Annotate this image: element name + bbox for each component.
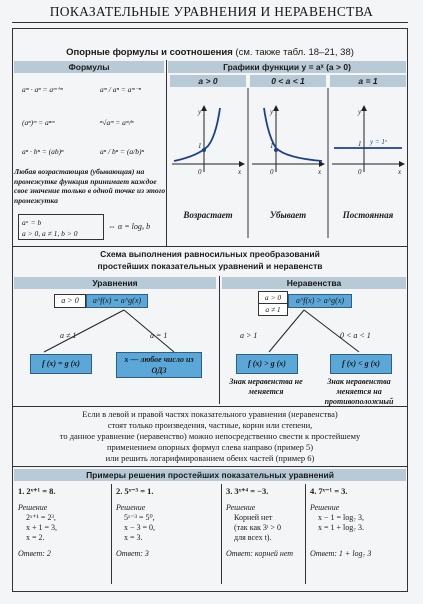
log-equivalence: ⇔ α = logₐ b [108,222,151,231]
example-1 [14,484,112,584]
reduction-paragraph [12,409,408,464]
example-1-step-1: 2ˣ⁺¹ = 2³, [26,513,56,522]
para-line-2: стоят только произведения, частные, корни или степени, [107,420,313,430]
eq-right-box: x — любое число из ОДЗ [116,352,202,378]
formula-2: aᵐ / aⁿ = aᵐ⁻ⁿ [100,85,141,94]
example-4-step-2: x = 1 + log₇ 3. [318,523,365,532]
ineq-left-cond: a > 1 [240,331,258,340]
example-3 [222,484,306,584]
caption-decreasing: Убывает [269,210,307,220]
example-2-step-3: x = 3. [124,533,143,542]
subtitle-ref: (см. также табл. 18–21, 38) [235,47,354,58]
divider-schema [12,246,408,247]
origin-1: 0 [198,168,202,176]
formula-6: aⁿ / bⁿ = (a/b)ⁿ [100,147,144,156]
graph-case-1: a > 0 [170,75,246,87]
ineq-right-note: Знак неравенства меняется на противоположный [324,377,394,406]
tick-one-3: 1 [358,140,362,148]
formula-4: ⁿ√aᵐ = aᵐ/ⁿ [100,118,134,127]
equations-header: Уравнения [14,277,216,289]
example-2-answer: Ответ: 3 [116,549,149,558]
graph-constant [332,106,404,172]
title-divider [12,22,408,23]
ineq-left-note: Знак неравенства не меняется [229,377,303,396]
axis-y-3: y [358,108,362,116]
graph-case-2: 0 < a < 1 [250,75,326,87]
example-2-label: Решение [116,503,146,512]
example-4 [306,484,406,584]
eq-left-box: f (x) = g (x) [30,354,92,374]
divider-examples [12,466,408,467]
ineq-condition-2: a ≠ 1 [258,303,288,316]
axis-x-3: x [398,168,402,176]
page-title: ПОКАЗАТЕЛЬНЫЕ УРАВНЕНИЯ И НЕРАВЕНСТВА [49,4,374,19]
example-4-step-1: x − 1 = log₇ 3, [318,513,365,522]
formula-1: aᵐ · aⁿ = aᵐ⁺ⁿ [22,85,63,94]
eq-top-box: a^f(x) = a^g(x) [86,294,148,308]
graph-decreasing [252,106,324,172]
example-4-answer: Ответ: 1 + log₇ 3 [310,549,372,558]
formula-5: aⁿ · bⁿ = (ab)ⁿ [22,147,64,156]
axis-y-2: y [270,108,274,116]
example-2-step-2: x − 3 = 0, [124,523,156,532]
origin-3: 0 [358,168,362,176]
formulas-header: Формулы [14,61,164,73]
para-line-4: применением опорных формул слева направо (пример 5) [106,442,314,452]
caption-constant: Постоянная [342,210,394,220]
example-1-answer: Ответ: 2 [18,549,51,558]
divider-vertical-top [166,60,167,246]
log-def-line1: aᵅ = b [22,218,42,227]
example-3-step-2: (так как 3ᵗ > 0 [234,523,281,532]
subtitle [12,47,408,58]
eq-branch-cond: a ≠ 1 [60,331,77,340]
example-1-eq: 2ˣ⁺¹ = 8. [26,486,56,496]
example-1-step-3: x = 2. [26,533,45,542]
schema-title-line1: Схема выполнения равносильных преобразований [100,249,320,259]
divider-paragraph [12,406,408,407]
schema-title-line2: простейших показательных уравнений и неравенств [97,261,323,271]
example-3-step-1: Корней нет [234,513,273,522]
example-3-num: 3. [226,486,233,496]
example-1-label: Решение [18,503,48,512]
tick-one-1: 1 [198,142,202,150]
example-2-step-1: 5ˣ⁻³ = 5⁰, [124,513,155,522]
para-line-3: то данное уравнение (неравенство) можно непосредственно свести к простейшему [59,431,361,441]
const-label: y = 1ˣ [370,138,387,146]
example-2 [112,484,222,584]
graphs-header: Графики функции y = aˣ (a > 0) [168,61,406,73]
examples-header: Примеры решения простейших показательных уравнений [14,469,406,481]
subtitle-main: Опорные формулы и соотношения [66,47,233,58]
axis-x-2: x [318,168,322,176]
ineq-left-box: f (x) > g (x) [236,354,298,374]
graph-case-3: a = 1 [330,75,406,87]
ineq-condition-1: a > 0 [258,291,288,304]
example-3-eq: 3ˣ⁺⁴ = −3. [234,486,269,496]
caption-increasing: Возрастает [183,210,233,220]
axis-y-1: y [198,108,202,116]
origin-2: 0 [270,168,274,176]
para-line-1: Если в левой и правой частях показательного уравнения (неравенства) [82,409,338,419]
example-2-eq: 5ˣ⁻³ = 1. [124,486,154,496]
ineq-top-box: a^f(x) > a^g(x) [288,294,352,308]
example-3-step-3: для всех t). [234,533,272,542]
example-4-num: 4. [310,486,317,496]
para-line-5: или решить логарифмированием обеих частей (пример 6) [105,453,315,463]
example-3-answer: Ответ: корней нет [226,549,294,558]
graph-increasing [172,106,244,172]
example-1-num: 1. [18,486,25,496]
log-definition-box [18,214,104,240]
example-1-step-2: x + 1 = 3, [26,523,58,532]
monotonic-note: Любая возрастающая (убывающая) на промежутке функция принимает каждое свое значение только в одной точке из этого промежутка [14,167,166,205]
ineq-right-cond: 0 < a < 1 [340,331,371,340]
eq-right-cond: a = 1 [150,331,168,340]
axis-x-1: x [238,168,242,176]
example-2-num: 2. [116,486,123,496]
formula-3: (aⁿ)ᵐ = aⁿᵐ [22,118,55,127]
example-4-label: Решение [310,503,340,512]
schema-title [12,248,408,272]
log-def-line2: a > 0, a ≠ 1, b > 0 [22,229,78,238]
example-4-eq: 7ˣ⁻¹ = 3. [318,486,348,496]
tick-one-2: 1 [270,142,274,150]
inequalities-header: Неравенства [222,277,406,289]
ineq-right-box: f (x) < g (x) [330,354,392,374]
eq-condition: a > 0 [54,294,86,308]
example-3-label: Решение [226,503,256,512]
